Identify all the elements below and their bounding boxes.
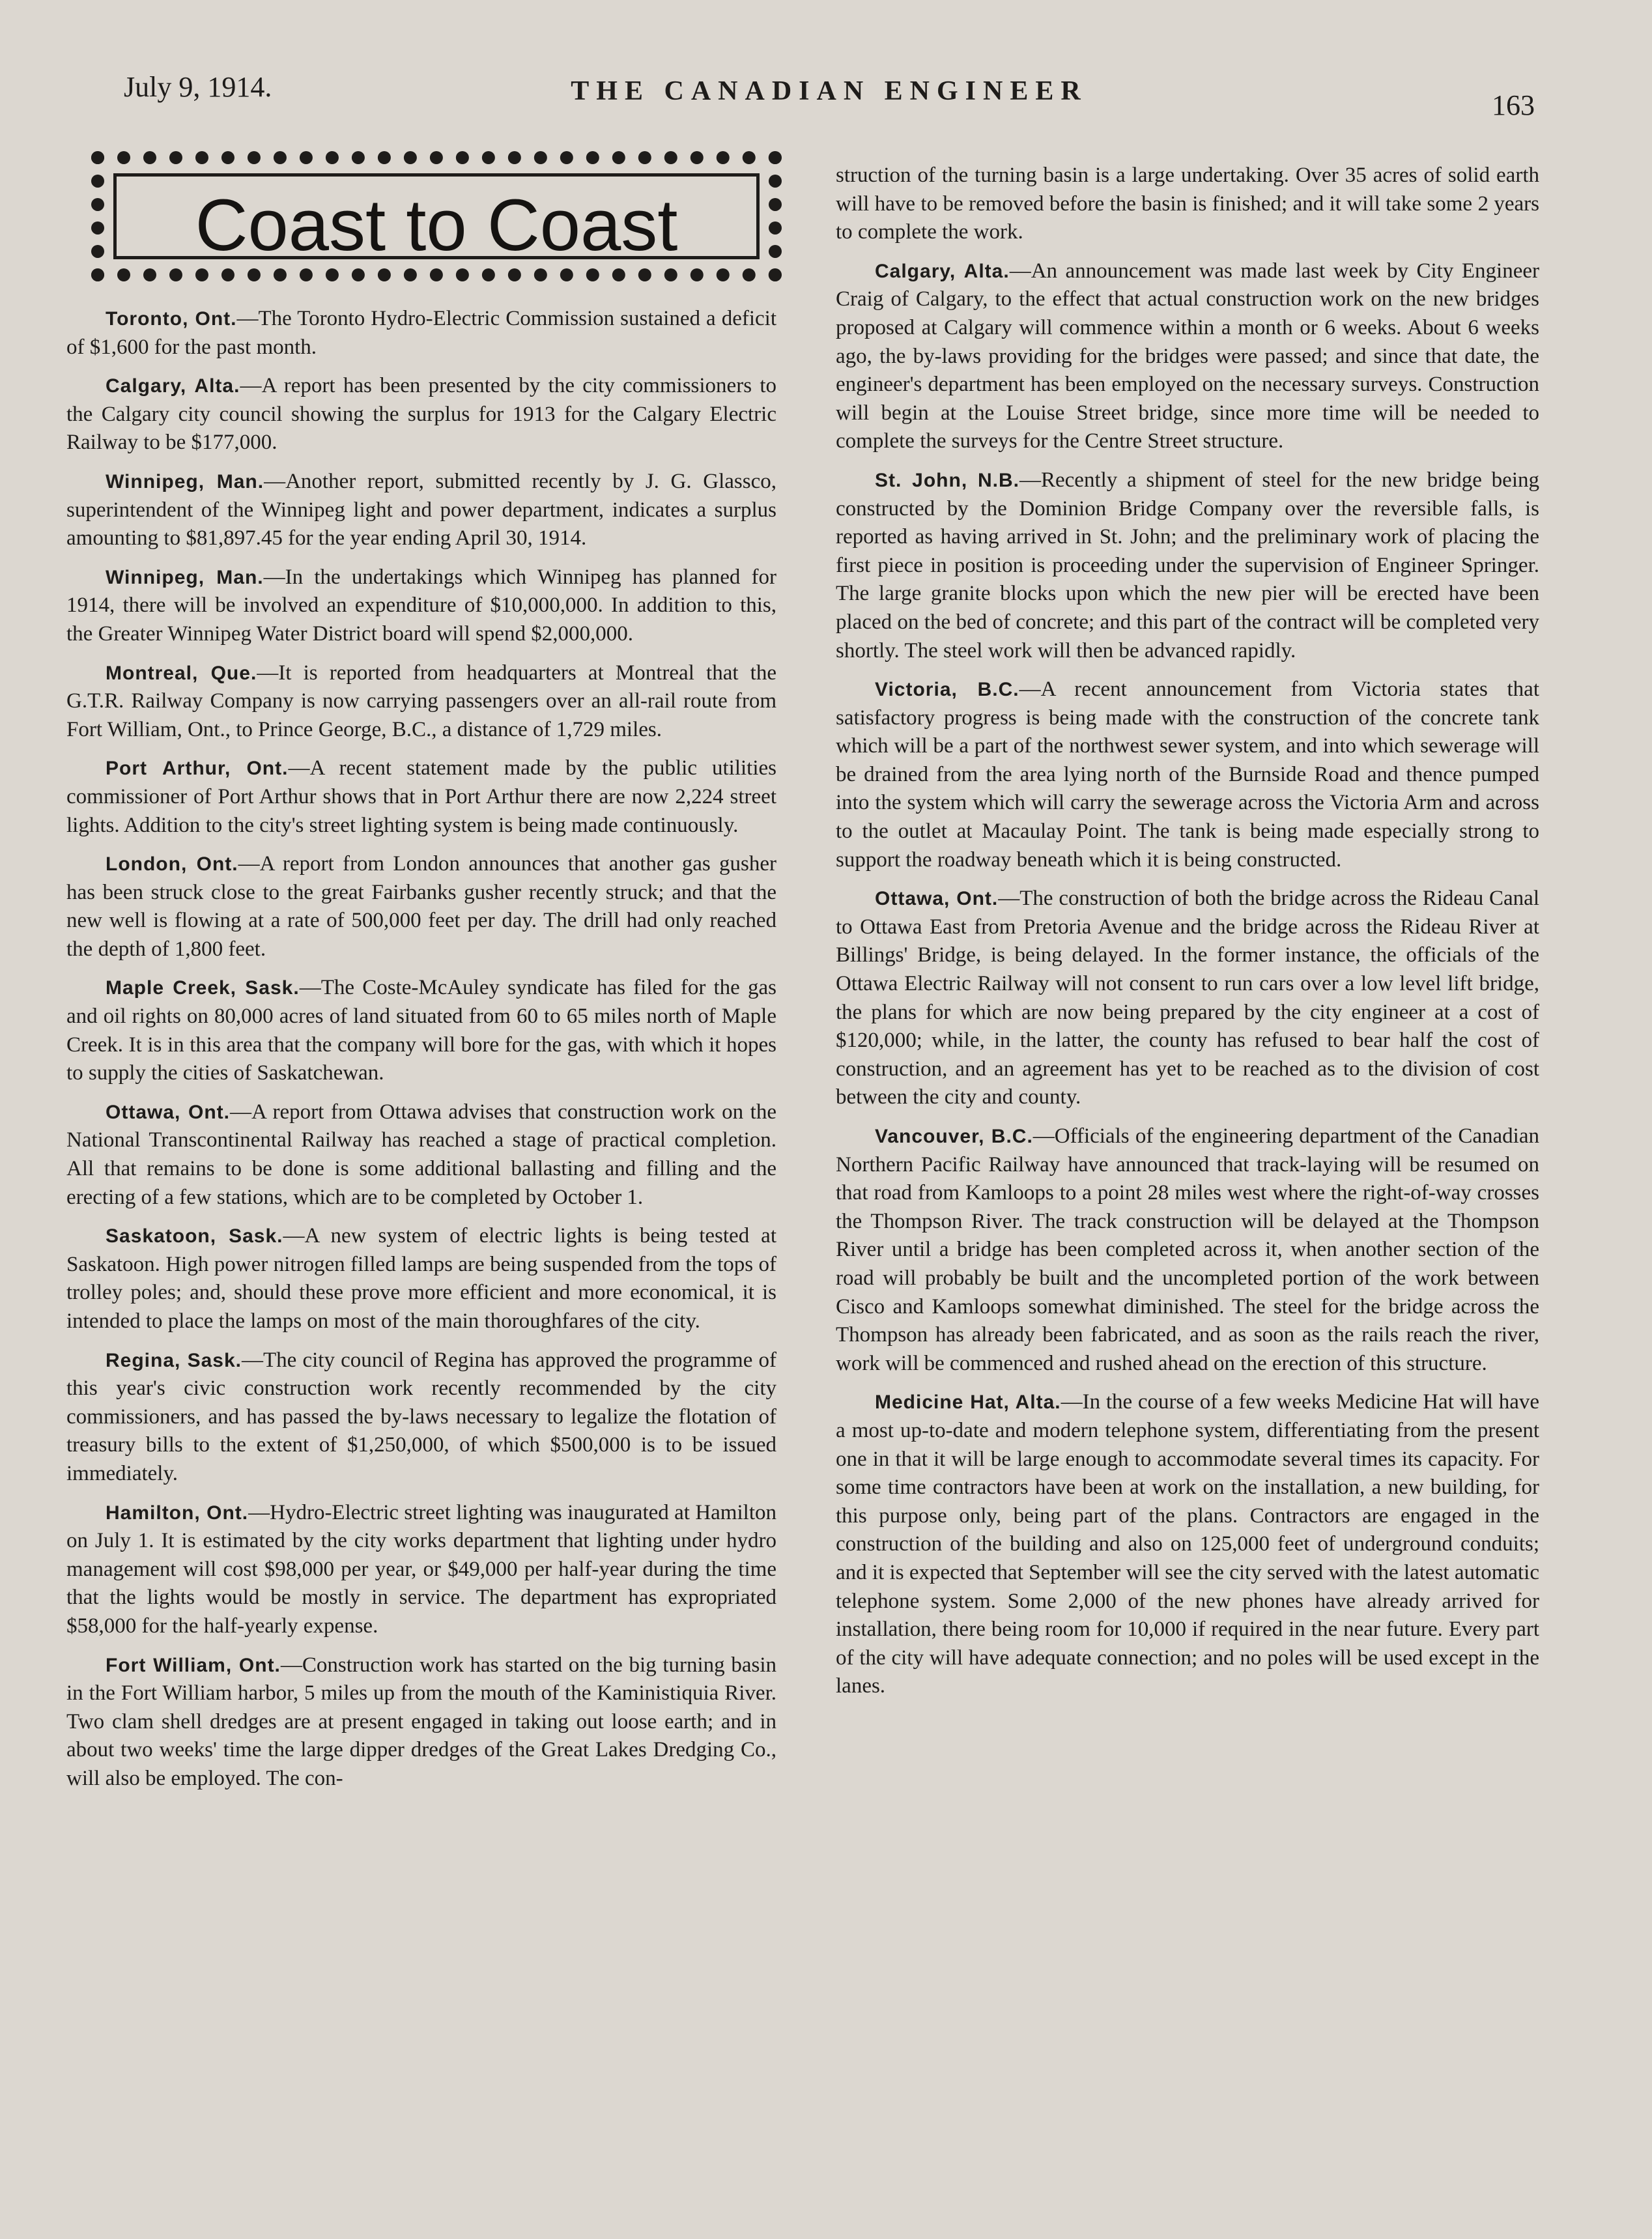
news-item-place: Fort William, Ont. xyxy=(106,1654,281,1676)
news-item-text: —It is reported from headquarters at Montreal that the G.T.R. Railway Company is now carrying passengers over an all-rail route from Fort William, Ont., to Prince George, B.C., a distance of 1,729 miles. xyxy=(66,661,776,741)
news-item-place: Calgary, Alta. xyxy=(875,260,1010,282)
news-item xyxy=(66,974,776,1087)
news-item-text: —Recently a shipment of steel for the new bridge being constructed by the Dominion Bridge Company over the reversible falls, is reported as having arrived in St. John; and the preliminary work of placing the first piece in position is proceeding under the supervision of Engineer Springer. The large granite blocks upon which the new pier will be erected have been placed on the bed of concrete; and this part of the contract will be completed very shortly. The steel work will then be advanced rapidly. xyxy=(836,468,1539,663)
news-item xyxy=(66,1098,776,1212)
news-item xyxy=(66,754,776,840)
news-item-place: Ottawa, Ont. xyxy=(875,888,999,910)
news-item xyxy=(836,162,1539,247)
news-item-text: —An announcement was made last week by City Engineer Craig of Calgary, to the effect that actual construction work on the new bridges proposed at Calgary will commence within a month or 6 weeks. About 6 weeks ago, the by-laws providing for the bridges were passed; and since that date, the engineer's department has been employed on the necessary surveys. Construction will begin at the Louise Street bridge, since more time will be needed to complete the surveys for the Centre Street structure. xyxy=(836,259,1539,453)
news-item-place: Saskatoon, Sask. xyxy=(106,1225,283,1248)
news-item-text: —Construction work has started on the big turning basin in the Fort William harbor, 5 miles up from the mouth of the Kaministiquia River. Two clam shell dredges are at present engaged in taking out loose earth; and in about two weeks' time the large dipper dredges of the Great Lakes Dredging Co., will also be employed. The con- xyxy=(66,1653,776,1790)
news-item xyxy=(836,1388,1539,1701)
news-item-text: —Another report, submitted recently by J. G. Glassco, superintendent of the Winnipeg light and power department, indicates a surplus amounting to $81,897.45 for the year ending April 30, 1914. xyxy=(66,469,776,550)
news-item-place: Calgary, Alta. xyxy=(106,375,240,397)
news-item xyxy=(836,885,1539,1112)
news-item-text: —A report from London announces that another gas gusher has been struck close to the great Fairbanks gusher recently struck; and that the new well is flowing at a rate of 500,000 feet per day. The drill had only reached the depth of 1,800 feet. xyxy=(66,852,777,961)
section-title: Coast to Coast xyxy=(195,184,678,266)
news-item xyxy=(836,257,1539,456)
news-item-text: —A new system of electric lights is being tested at Saskatoon. High power nitrogen filled lamps are being suspended from the tops of trolley poles; and, should these prove more efficient and more economical, it is intended to place the lamps on most of the main thoroughfares of the city. xyxy=(66,1224,776,1333)
news-item xyxy=(66,1222,776,1335)
news-item xyxy=(836,676,1539,874)
news-item-text: —In the undertakings which Winnipeg has planned for 1914, there will be involved an expenditure of $10,000,000. In addition to this, the Greater Winnipeg Water District board will spend $2,000,000. xyxy=(66,565,776,646)
news-item-place: Winnipeg, Man. xyxy=(106,566,264,588)
news-item-text: —A report has been presented by the city commissioners to the Calgary city council showing the surplus for 1913 for the Calgary Electric Railway to be $177,000. xyxy=(66,374,776,455)
news-item-text: —Officials of the engineering department of the Canadian Northern Pacific Railway have announced that track-laying will be resumed on that road from Kamloops to a point 28 miles west where the right-of-way crosses the Thompson River. The track construction will be delayed at the Thompson River until a bridge has been completed across it, when another section of the road will probably be built and the uncompleted portion of the work between Cisco and Kamloops somewhat diminished. The steel for the bridge across the Thompson has already been fabricated, and as soon as the rails reach the river, work will be commenced and rushed ahead on the erection of this structure. xyxy=(836,1124,1539,1375)
news-item-text: —The construction of both the bridge across the Rideau Canal to Ottawa East from Pretoria Avenue and the bridge across the Rideau River at Billings' Bridge, is being delayed. In the former instance, the officials of the Ottawa Electric Railway will not consent to run cars over a low level lift bridge, the plans for which are now being prepared by the city engineer at a cost of $120,000; while, in the latter, the county has refused to bear half the cost of construction, and an agreement has yet to be reached as to the division of cost between the city and county. xyxy=(836,887,1539,1109)
news-item-text: struction of the turning basin is a large undertaking. Over 35 acres of solid earth will have to be removed before the basin is finished; and it will take some 2 years to complete the work. xyxy=(836,164,1539,244)
news-item-text: —In the course of a few weeks Medicine Hat will have a most up-to-date and modern telephone system, differentiating from the present one in that it will be large enough to accommodate several times its capacity. For some time contractors have been at work on the installation, a new building, for this purpose only, being part of the plans. Contractors are engaged in the construction of the building and also on 125,000 feet of underground conduits; and it is expected that September will see the city served with the latest automatic telephone system. Some 2,000 of the new phones have already arrived for installation, there being room for 10,000 if required in the near future. Every part of the city will have adequate connection; and no poles will be used except in the lanes. xyxy=(836,1390,1539,1698)
news-item-text: —A recent statement made by the public utilities commissioner of Port Arthur shows that in Port Arthur there are now 2,224 street lights. Addition to the city's street lighting system is being made continuously. xyxy=(66,756,776,837)
news-item-place: Montreal, Que. xyxy=(106,662,257,684)
news-item-place: Toronto, Ont. xyxy=(106,308,237,330)
news-item xyxy=(66,1347,776,1489)
news-item-text: —A recent announcement from Victoria states that satisfactory progress is being made with the construction of the concrete tank which will be a part of the northwest sewer system, and into which sewerage will be drained from the area lying north of the Burnside Road and thence pumped into the system which will carry the sewerage across the Victoria Arm and across to the outlet at Macaulay Point. The tank is being made especially strong to support the roadway beneath which it is being constructed. xyxy=(836,677,1539,872)
left-column xyxy=(66,305,776,1804)
news-item-place: Vancouver, B.C. xyxy=(875,1126,1033,1147)
news-item-place: Ottawa, Ont. xyxy=(106,1101,230,1123)
news-item-place: St. John, N.B. xyxy=(875,469,1019,491)
news-item xyxy=(66,372,776,457)
news-item xyxy=(66,850,776,963)
news-item xyxy=(836,1122,1539,1378)
news-item xyxy=(66,468,776,553)
news-item xyxy=(66,1499,776,1641)
running-head xyxy=(124,65,1535,124)
page-number: 163 xyxy=(1492,89,1535,121)
news-item-text: —The city council of Regina has approved the programme of this year's civic construction work recently recommended by the city commissioners, and has passed the by-laws necessary to legalize the flotation of treasury bills to the extent of $1,250,000, of which $500,000 is to be issued immediately. xyxy=(66,1348,776,1485)
news-item-place: Winnipeg, Man. xyxy=(106,470,264,492)
news-item-place: Medicine Hat, Alta. xyxy=(875,1391,1061,1414)
news-item-place: Hamilton, Ont. xyxy=(106,1502,249,1524)
issue-date: July 9, 1914. xyxy=(124,71,272,103)
news-item xyxy=(66,305,776,362)
news-item xyxy=(66,1651,776,1793)
news-item xyxy=(66,563,776,649)
news-item-text: —A report from Ottawa advises that construction work on the National Transcontinental Railway has reached a stage of practical completion. All that remains to be done is some additional ballasting and filling and the erecting of a few stations, which are to be completed by October 1. xyxy=(66,1100,776,1209)
news-item-text: —The Toronto Hydro-Electric Commission sustained a deficit of $1,600 for the past month. xyxy=(66,307,776,359)
news-item-place: Regina, Sask. xyxy=(106,1349,242,1371)
news-item-text: —Hydro-Electric street lighting was inaugurated at Hamilton on July 1. It is estimated by the city works department that lighting under hydro management will cost $98,000 per year, or $49,000 per half-year during the time that the lights would be mostly in service. The department has expropriated $58,000 for the half-yearly expense. xyxy=(66,1500,776,1638)
news-item-place: London, Ont. xyxy=(106,853,238,876)
news-item-text: —The Coste-McAuley syndicate has filed for the gas and oil rights on 80,000 acres of land situated from 60 to 65 miles north of Maple Creek. It is in this area that the company will bore for the gas, with which it hopes to supply the cities of Saskatchewan. xyxy=(66,976,776,1085)
news-item-place: Port Arthur, Ont. xyxy=(106,758,289,780)
news-item xyxy=(66,659,776,745)
news-item-place: Maple Creek, Sask. xyxy=(106,977,300,999)
right-column xyxy=(836,162,1539,1711)
journal-title: THE CANADIAN ENGINEER xyxy=(571,76,1088,106)
news-item-place: Victoria, B.C. xyxy=(875,679,1019,701)
news-item xyxy=(836,466,1539,665)
section-banner xyxy=(91,151,782,281)
